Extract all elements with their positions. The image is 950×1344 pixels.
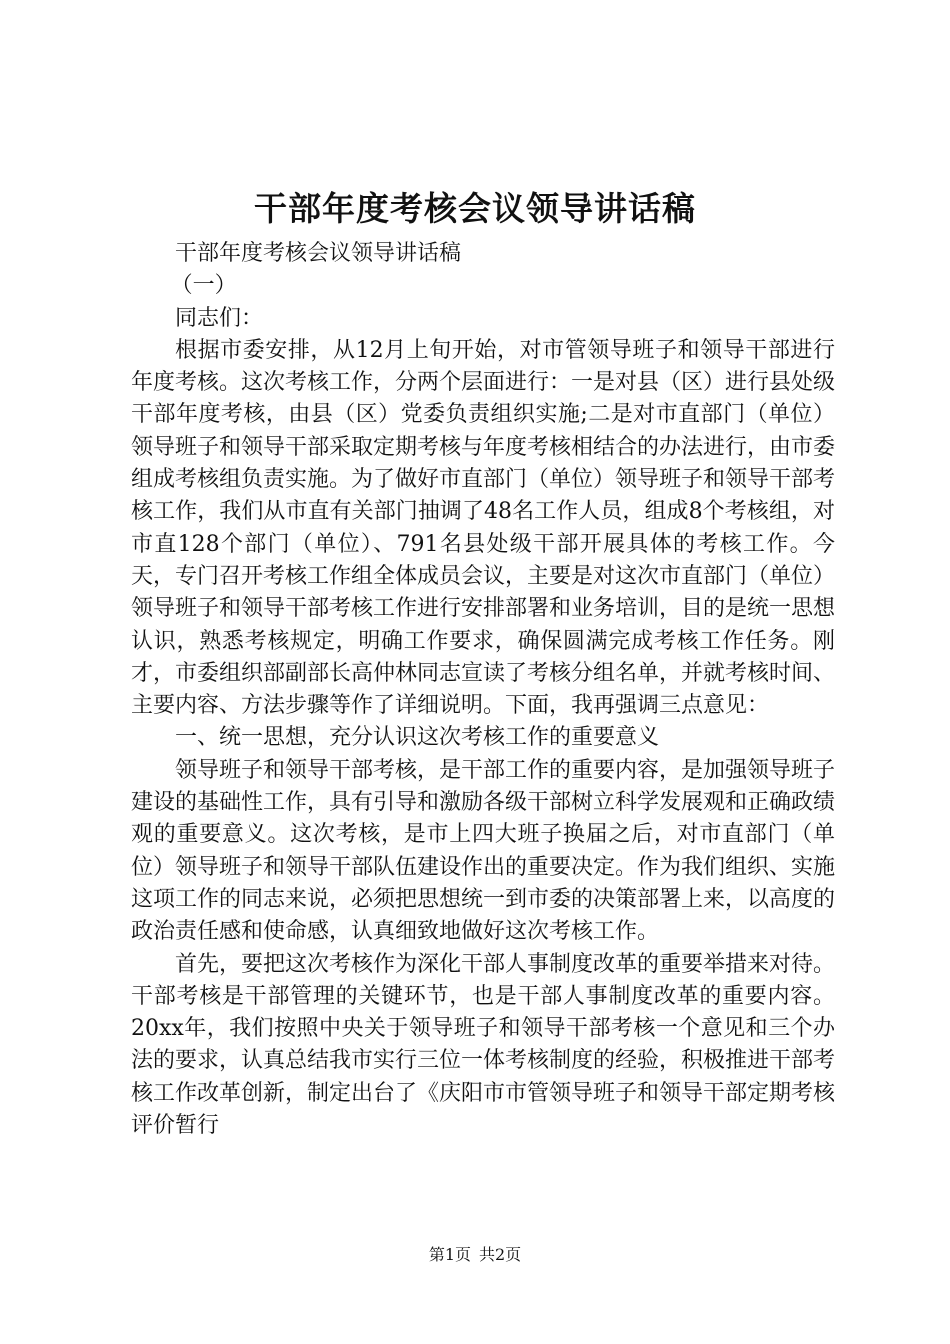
paragraph-salutation: 同志们： xyxy=(175,305,264,331)
page-footer xyxy=(0,1244,950,1266)
page-total: 共2页 xyxy=(479,1245,522,1264)
document-title: 干部年度考核会议领导讲话稿 xyxy=(254,189,696,228)
paragraph-heading-1: 一、统一思想，充分认识这次考核工作的重要意义 xyxy=(175,725,660,751)
paragraph-section-marker: （一） xyxy=(170,273,237,299)
paragraph-significance: 领导班子和领导干部考核，是干部工作的重要内容，是加强领导班子建设的基础性工作，具有引导和激励各级干部树立科学发展观和正确政绩观的重要意义。这次考核，是市上四大班子换届之后，对市直部门（单位）领导班子和领导干部队伍建设作出的重要决定。作为我们组织、实施这项工作的同志来说，必须把思想统一到市委的决策部署上来，以高度的政治责任感和使命感，认真细致地做好这次考核工作。 xyxy=(131,757,836,945)
paragraph-intro: 根据市委安排，从12月上旬开始，对市管领导班子和领导干部进行年度考核。这次考核工作，分两个层面进行：一是对县（区）进行县处级干部年度考核，由县（区）党委负责组织实施;二是对市直部门（单位）领导班子和领导干部采取定期考核与年度考核相结合的办法进行，由市委组成考核组负责实施。为了做好市直部门（单位）领导班子和领导干部考核工作，我们从市直有关部门抽调了48名工作人员，组成8个考核组，对市直128个部门（单位）、791名县处级干部开展具体的考核工作。今天，专门召开考核工作组全体成员会议，主要是对这次市直部门（单位）领导班子和领导干部考核工作进行安排部署和业务培训，目的是统一思想认识，熟悉考核规定，明确工作要求，确保圆满完成考核工作任务。刚才，市委组织部副部长高仲林同志宣读了考核分组名单，并就考核时间、主要内容、方法步骤等作了详细说明。下面，我再强调三点意见： xyxy=(131,337,836,719)
page-number: 第1页 xyxy=(428,1245,471,1264)
document-body xyxy=(131,238,835,1142)
paragraph-first-point: 首先，要把这次考核作为深化干部人事制度改革的重要举措来对待。干部考核是干部管理的关键环节，也是干部人事制度改革的重要内容。20xx年，我们按照中央关于领导班子和领导干部考核一个意见和三个办法的要求，认真总结我市实行三位一体考核制度的经验，积极推进干部考核工作改革创新，制定出台了《庆阳市市管领导班子和领导干部定期考核评价暂行 xyxy=(131,951,836,1139)
paragraph-subtitle: 干部年度考核会议领导讲话稿 xyxy=(175,241,462,266)
